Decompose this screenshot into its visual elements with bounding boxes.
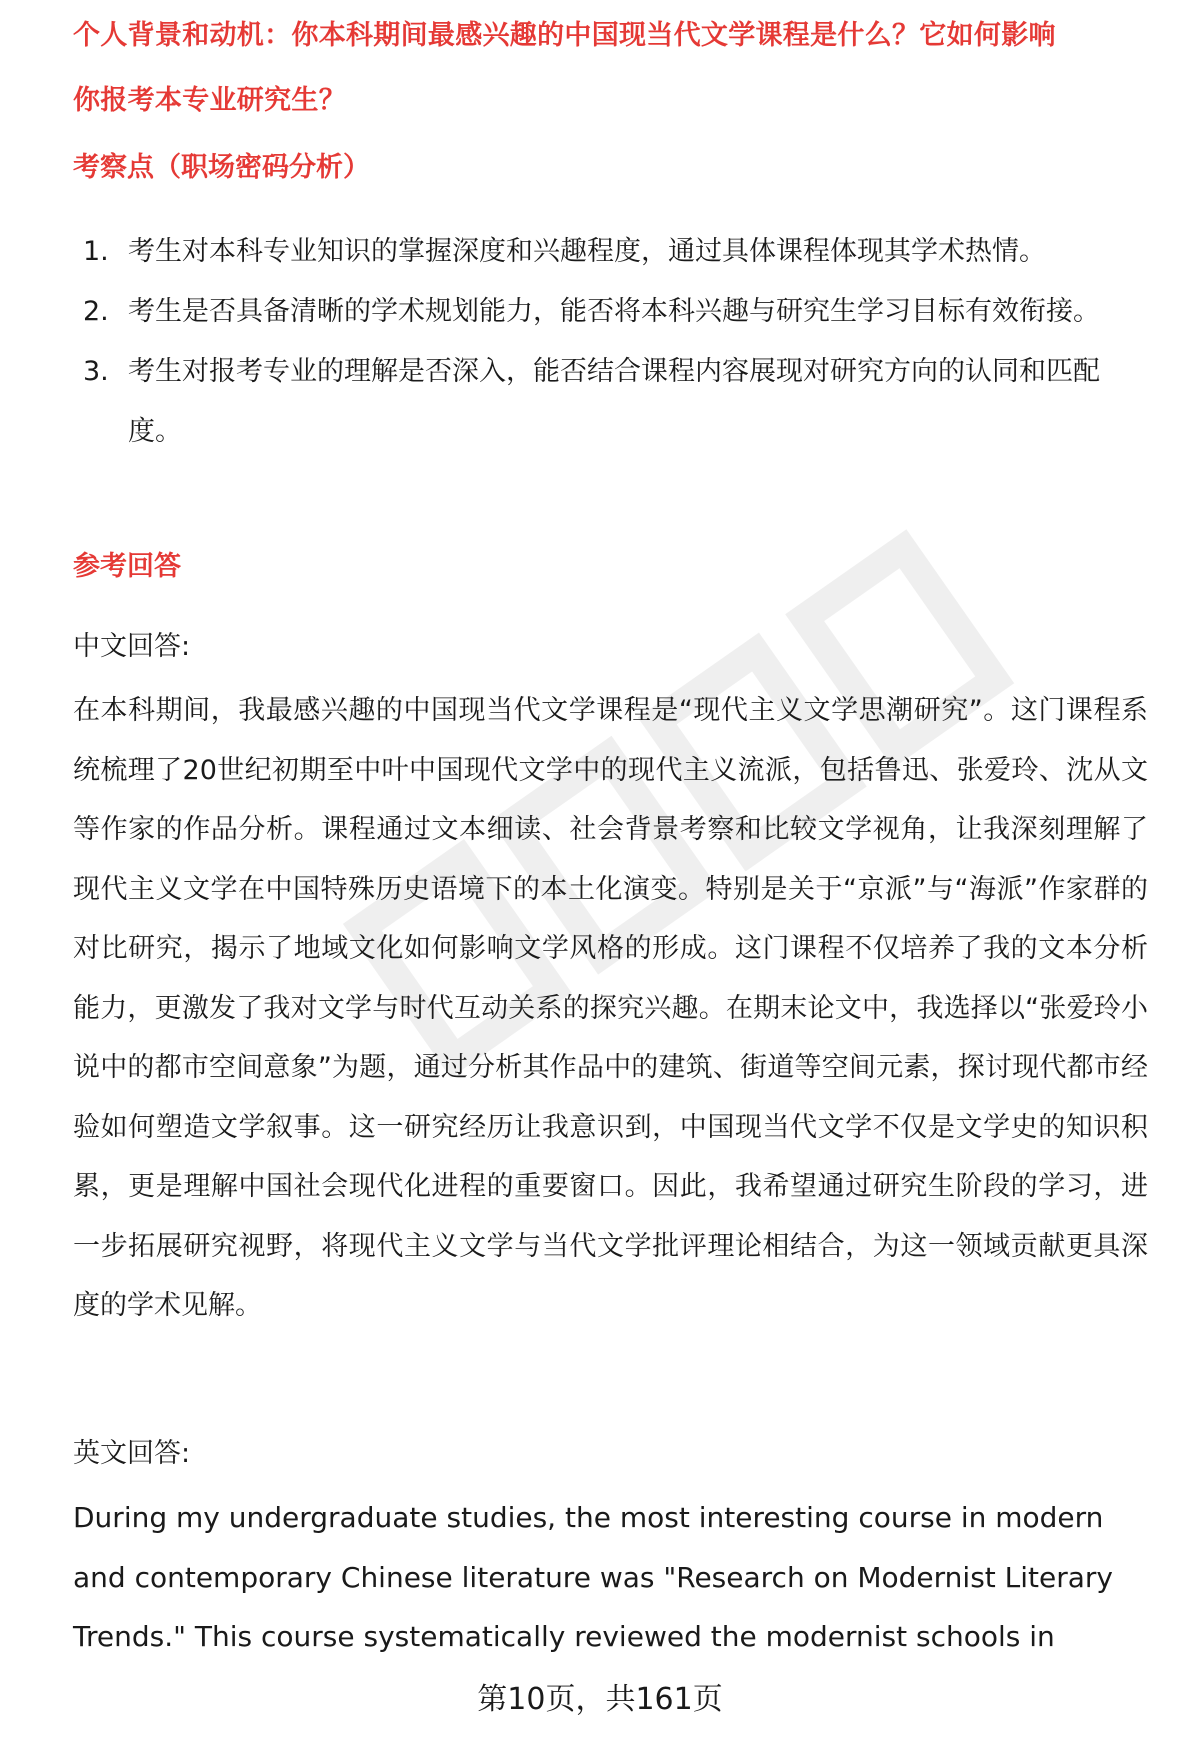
list-item (73, 282, 1148, 342)
list-item (73, 342, 1148, 462)
question-line-1: 个人背景和动机：你本科期间最感兴趣的中国现当代文学课程是什么？它如何影响 (73, 20, 1056, 51)
list-item-text: 考生是否具备清晰的学术规划能力，能否将本科兴趣与研究生学习目标有效衔接。 (128, 296, 1100, 327)
chinese-answer-label: 中文回答: (73, 631, 191, 662)
chinese-answer-text: 在本科期间，我最感兴趣的中国现当代文学课程是“现代主义文学思潮研究”。这门课程系统梳理了20世纪初期至中叶中国现代文学中的现代主义流派，包括鲁迅、张爱玲、沈从文等作家的作品分析。课程通过文本细读、社会背景考察和比较文学视角，让我深刻理解了现代主义文学在中国特殊历史语境下的本土化演变。特别是关于“京派”与“海派”作家群的对比研究，揭示了地域文化如何影响文学风格的形成。这门课程不仅培养了我的文本分析能力，更激发了我对文学与时代互动关系的探究兴趣。在期末论文中，我选择以“张爱玲小说中的都市空间意象”为题，通过分析其作品中的建筑、街道等空间元素，探讨现代都市经验如何塑造文学叙事。这一研究经历让我意识到，中国现当代文学不仅是文学史的知识积累，更是理解中国社会现代化进程的重要窗口。因此，我希望通过研究生阶段的学习，进一步拓展研究视野，将现代主义文学与当代文学批评理论相结合，为这一领域贡献更具深度的学术见解。 (73, 695, 1148, 1321)
list-item-number: 2. (83, 296, 109, 327)
question-line-2: 你报考本专业研究生？ (73, 85, 346, 116)
list-item-number: 3. (83, 356, 109, 387)
analysis-heading: 考察点（职场密码分析） (73, 152, 370, 183)
list-item-number: 1. (83, 236, 109, 267)
list-item-text: 考生对报考专业的理解是否深入，能否结合课程内容展现对研究方向的认同和匹配度。 (128, 356, 1100, 447)
english-answer-text: During my undergraduate studies, the most interesting course in modern and contemporary Chinese literature was "Research on Modernist Literary Trends." This course systematically reviewed the modernist schools in (73, 1501, 1114, 1653)
list-item-text: 考生对本科专业知识的掌握深度和兴趣程度，通过具体课程体现其学术热情。 (128, 236, 1046, 267)
page-footer: 第10页，共161页 (477, 1682, 723, 1717)
list-item (73, 222, 1148, 282)
analysis-points-list (73, 222, 1148, 462)
answer-heading: 参考回答 (73, 551, 181, 582)
english-answer-label: 英文回答: (73, 1438, 191, 1469)
question-title (73, 20, 1148, 122)
